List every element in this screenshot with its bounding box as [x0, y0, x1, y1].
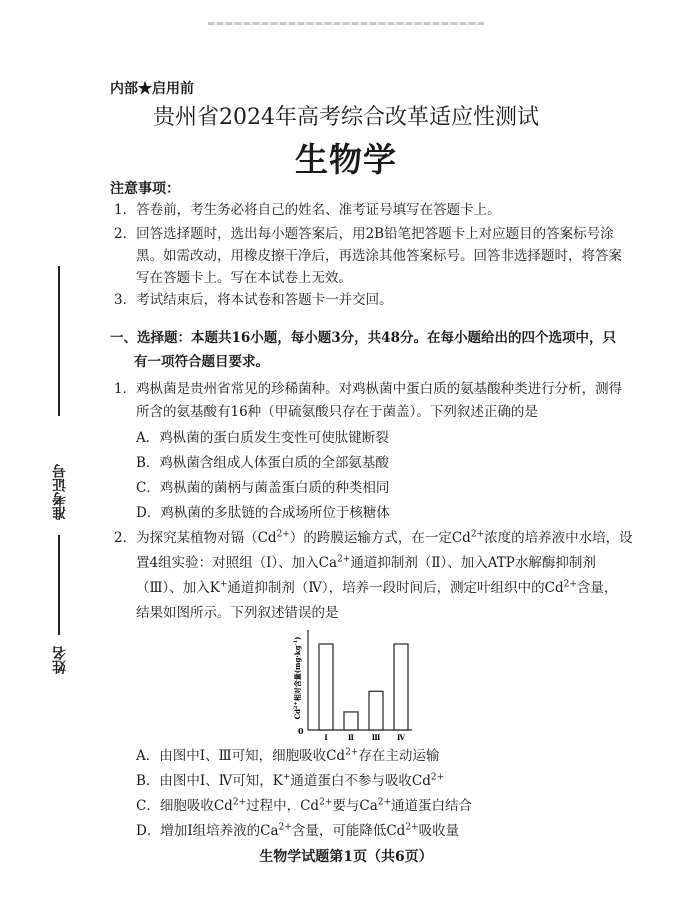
cd-content-bar-chart	[286, 622, 416, 742]
q1-stem-2: 所含的氨基酸有16种（甲硫氨酸只存在于菌盖）。下列叙述正确的是	[136, 404, 538, 420]
exam-id-line	[58, 266, 60, 416]
x-tick-label-1: Ⅰ	[324, 733, 328, 742]
q1-option-a: A．鸡枞菌的蛋白质发生变性可使肽键断裂	[136, 430, 389, 446]
x-tick-label-3: Ⅲ	[371, 733, 381, 742]
q2-stem-4: 结果如图所示。下列叙述错误的是	[136, 605, 339, 621]
bar-1	[319, 644, 333, 730]
exam-id-label: 准考证号	[52, 464, 68, 520]
bar-4	[394, 644, 408, 730]
origin-label: 0	[298, 726, 304, 736]
name-label: 姓名	[52, 646, 68, 674]
subject-title: 生物学	[295, 140, 397, 179]
q2-stem-2: 置4组实验：对照组（Ⅰ）、加入$Ca^{2+}$通道抑制剂（Ⅱ）、加入ATP水解酶抑制剂	[136, 554, 596, 571]
q2-option-a: A．由图中Ⅰ、Ⅲ可知，细胞吸收$Cd^{2+}$存在主动运输	[136, 747, 440, 764]
note-line-2: 2．回答选择题时，选出每小题答案后，用2B铅笔把答题卡上对应题目的答案标号涂	[114, 226, 614, 242]
x-tick-label-4: Ⅳ	[397, 733, 405, 742]
q2-stem-3: （Ⅲ）、加入K+通道抑制剂（Ⅳ），培养一段时间后，测定叶组织中的$Cd^{2+}$含量，	[136, 579, 618, 596]
note-line-4: 写在答题卡上。写在本试卷上无效。	[136, 270, 352, 286]
bar-2	[344, 712, 358, 730]
section-heading-1: 一、选择题：本题共16小题，每小题3分，共48分。在每小题给出的四个选项中，只	[110, 330, 616, 346]
q1-option-b: B．鸡枞菌含组成人体蛋白质的全部氨基酸	[136, 455, 389, 471]
q1-stem-1: 1．鸡枞菌是贵州省常见的珍稀菌种。对鸡枞菌中蛋白质的氨基酸种类进行分析，测得	[114, 381, 623, 397]
bar-3	[369, 691, 383, 730]
q2-option-d: D．增加Ⅰ组培养液的$Ca^{2+}$含量，可能降低$Cd^{2+}$吸收量	[136, 822, 460, 839]
section-heading-2: 有一项符合题目要求。	[134, 354, 269, 370]
y-axis-label: $Cd^{2+}$相对含量$(mg\cdot kg^{-1})$	[293, 636, 302, 720]
note-line-5: 3．考试结束后，将本试卷和答题卡一并交回。	[114, 292, 393, 308]
note-line-3: 黑。如需改动，用橡皮擦干净后，再选涂其他答案标号。回答非选择题时，将答案	[136, 248, 622, 264]
exam-title: 贵州省2024年高考综合改革适应性测试	[153, 105, 539, 130]
q2-stem-1: 2．为探究某植物对镉$(Cd^{2+})$的跨膜运输方式，在一定$Cd^{2+}$浓度的培养液中水培，设	[114, 529, 633, 546]
name-line	[58, 535, 60, 635]
q2-option-c: C．细胞吸收$Cd^{2+}$过程中，$Cd^{2+}$要与$Ca^{2+}$通道蛋白结合	[136, 797, 473, 814]
confidential-label: 内部★启用前	[110, 81, 194, 97]
q1-option-d: D．鸡枞菌的多肽链的合成场所位于核糖体	[136, 505, 390, 521]
note-line-1: 1．答卷前，考生务必将自己的姓名、准考证号填写在答题卡上。	[114, 202, 501, 218]
q1-option-c: C．鸡枞菌的菌柄与菌盖蛋白质的种类相同	[136, 480, 390, 496]
notes-heading: 注意事项：	[110, 181, 180, 197]
x-tick-label-2: Ⅱ	[348, 733, 354, 742]
q2-option-b: B．由图中Ⅰ、Ⅳ可知，K+通道蛋白不参与吸收$Cd^{2+}$	[136, 772, 445, 789]
scan-top-mark	[208, 22, 484, 25]
page-footer: 生物学试题第1页（共6页）	[259, 849, 433, 865]
